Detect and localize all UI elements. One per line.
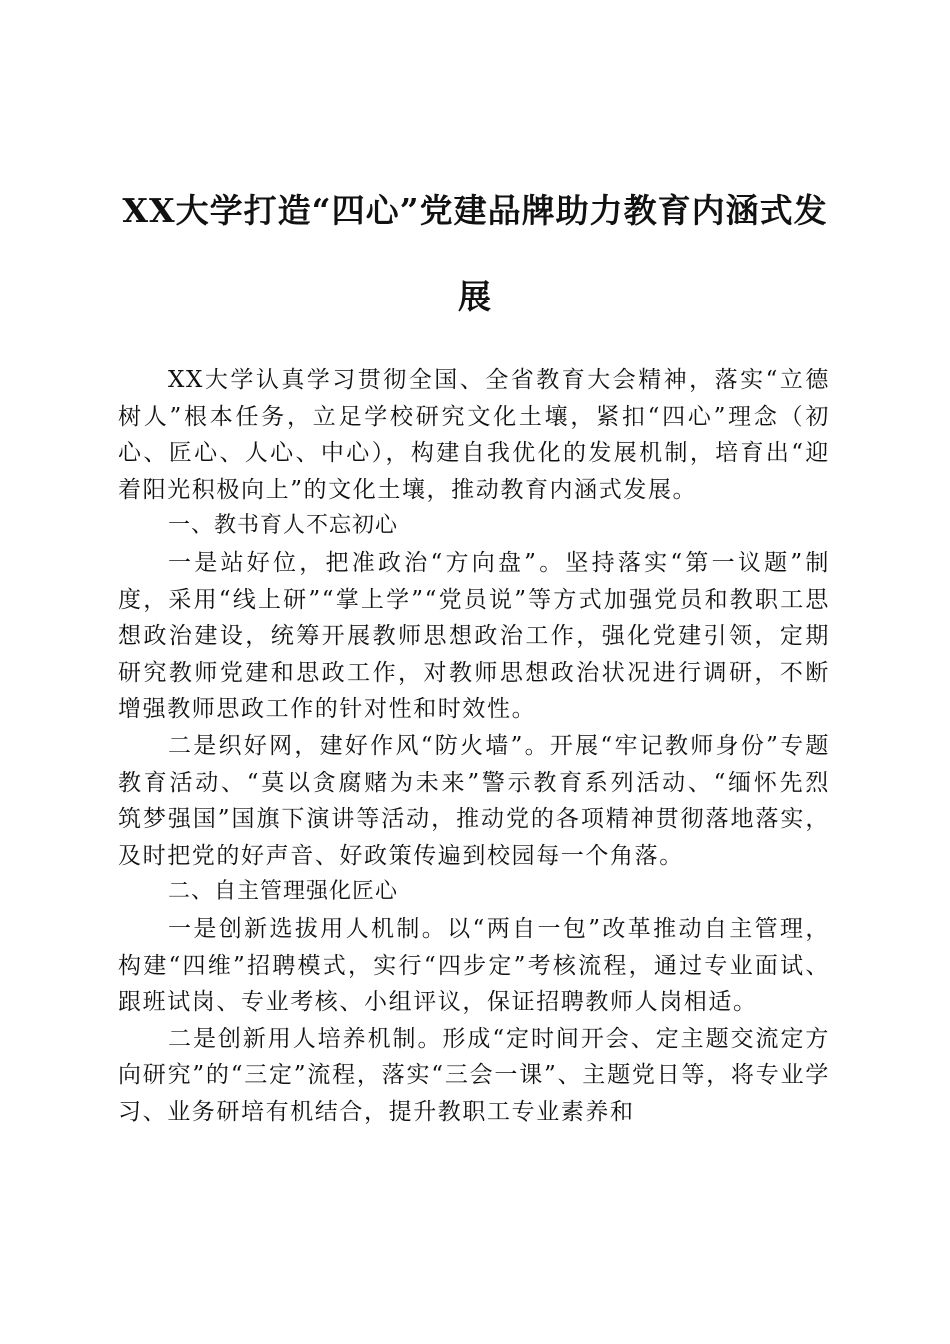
section-2-paragraph-2: 二是创新用人培养机制。形成“定时间开会、定主题交流定方向研究”的“三定”流程，落实“三会一课”、主题党日等，将专业学习、业务研培有机结合，提升教职工专业素养和 [118, 1025, 830, 1125]
section-2-paragraph-1: 一是创新选拔用人机制。以“两自一包”改革推动自主管理，构建“四维”招聘模式，实行“四步定”考核流程，通过专业面试、跟班试岗、专业考核、小组评议，保证招聘教师人岗相适。 [118, 915, 830, 1016]
section-heading-1: 一、教书育人不忘初心 [168, 513, 399, 539]
section-1-paragraph-2: 二是织好网，建好作风“防火墙”。开展“牢记教师身份”专题教育活动、“莫以贪腐赌为未来”警示教育系列活动、“缅怀先烈 筑梦强国”国旗下演讲等活动，推动党的各项精神贯彻落地落实，及时把党的好声音、好政策传遍到校园每一个角落。 [118, 732, 830, 869]
section-1-paragraph-1: 一是站好位，把准政治“方向盘”。坚持落实“第一议题”制度，采用“线上研”“掌上学”“党员说”等方式加强党员和教职工思想政治建设，统筹开展教师思想政治工作，强化党建引领，定期研究教师党建和思政工作，对教师思想政治状况进行调研，不断增强教师思政工作的针对性和时效性。 [118, 549, 830, 723]
document-title: XX大学打造“四心”党建品牌助力教育内涵式发展 [122, 191, 828, 316]
intro-paragraph: XX大学认真学习贯彻全国、全省教育大会精神，落实“立德树人”根本任务，立足学校研究文化土壤，紧扣“四心”理念（初心、匠心、人心、中心），构建自我优化的发展机制，培育出“迎着阳光积极向上”的文化土壤，推动教育内涵式发展。 [118, 367, 830, 503]
section-heading-2: 二、自主管理强化匠心 [168, 879, 399, 905]
document-body [118, 362, 830, 1130]
